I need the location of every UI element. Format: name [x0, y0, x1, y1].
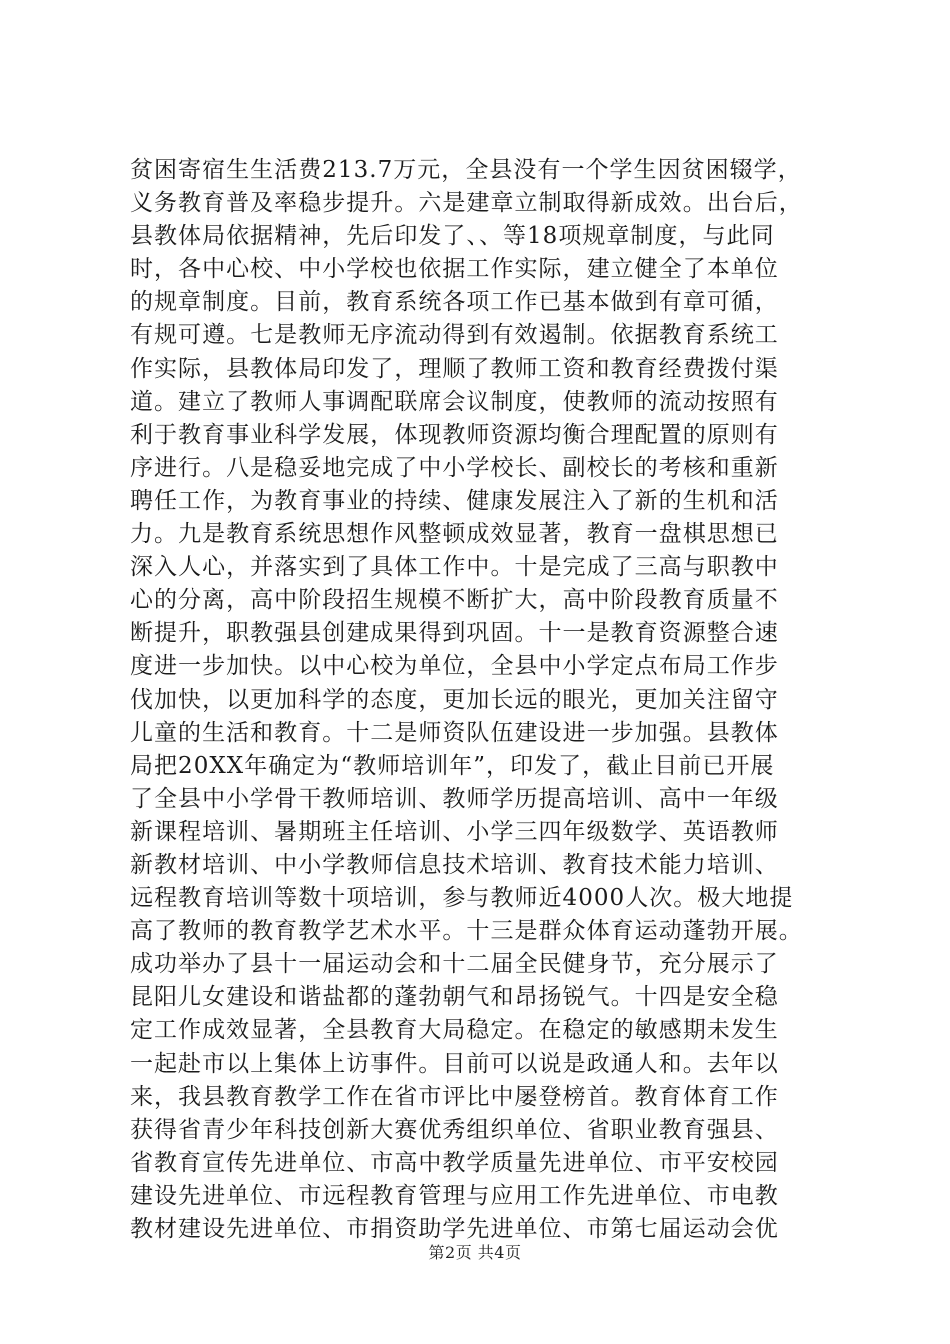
- text-line: 局把20XX年确定为“教师培训年”，印发了，截止目前已开展: [130, 752, 775, 779]
- text-line: 远程教育培训等数十项培训，参与教师近4000人次。极大地提: [130, 885, 794, 912]
- text-line: 断提升，职教强县创建成果得到巩固。十一是教育资源整合速: [130, 620, 779, 647]
- text-line: 省教育宣传先进单位、市高中教学质量先进单位、市平安校园: [130, 1149, 779, 1176]
- text-line: 度进一步加快。以中心校为单位，全县中小学定点布局工作步: [130, 653, 779, 680]
- text-line: 一起赴市以上集体上访事件。目前可以说是政通人和。去年以: [130, 1050, 779, 1077]
- text-line: 力。九是教育系统思想作风整顿成效显著，教育一盘棋思想已: [130, 521, 779, 548]
- text-line: 道。建立了教师人事调配联席会议制度，使教师的流动按照有: [130, 388, 779, 415]
- body-text: [130, 154, 830, 1246]
- text-line: 县教体局依据精神，先后印发了、、等18项规章制度，与此同: [130, 223, 775, 250]
- text-line: 深入人心，并落实到了具体工作中。十是完成了三高与职教中: [130, 554, 779, 581]
- text-line: 时，各中心校、中小学校也依据工作实际，建立健全了本单位: [130, 256, 779, 283]
- text-line: 新课程培训、暑期班主任培训、小学三四年级数学、英语教师: [130, 818, 779, 845]
- text-line: 定工作成效显著，全县教育大局稳定。在稳定的敏感期未发生: [130, 1017, 779, 1044]
- text-line: 了全县中小学骨干教师培训、教师学历提高培训、高中一年级: [130, 785, 779, 812]
- text-line: 心的分离，高中阶段招生规模不断扩大，高中阶段教育质量不: [130, 587, 779, 614]
- text-line: 教材建设先进单位、市捐资助学先进单位、市第七届运动会优: [130, 1216, 779, 1242]
- text-line: 获得省青少年科技创新大赛优秀组织单位、省职业教育强县、: [130, 1116, 779, 1143]
- text-line: 来，我县教育教学工作在省市评比中屡登榜首。教育体育工作: [130, 1083, 779, 1110]
- text-line: 的规章制度。目前，教育系统各项工作已基本做到有章可循，: [130, 289, 779, 316]
- text-line: 有规可遵。七是教师无序流动得到有效遏制。依据教育系统工: [130, 322, 779, 349]
- text-line: 伐加快，以更加科学的态度，更加长远的眼光，更加关注留守: [130, 686, 779, 713]
- text-line: 儿童的生活和教育。十二是师资队伍建设进一步加强。县教体: [130, 719, 779, 746]
- text-line: 作实际，县教体局印发了，理顺了教师工资和教育经费拨付渠: [130, 355, 779, 382]
- text-line: 成功举办了县十一届运动会和十二届全民健身节，充分展示了: [130, 951, 779, 978]
- text-line: 序进行。八是稳妥地完成了中小学校长、副校长的考核和重新: [130, 454, 779, 481]
- text-line: 高了教师的教育教学艺术水平。十三是群众体育运动蓬勃开展。: [130, 918, 803, 945]
- text-line: 新教材培训、中小学教师信息技术培训、教育技术能力培训、: [130, 851, 779, 878]
- text-line: 聘任工作，为教育事业的持续、健康发展注入了新的生机和活: [130, 487, 779, 514]
- text-line: 昆阳儿女建设和谐盐都的蓬勃朝气和昂扬锐气。十四是安全稳: [130, 984, 779, 1011]
- text-line: 利于教育事业科学发展，体现教师资源均衡合理配置的原则有: [130, 421, 779, 448]
- text-line: 义务教育普及率稳步提升。六是建章立制取得新成效。出台后，: [130, 190, 803, 217]
- text-line: 建设先进单位、市远程教育管理与应用工作先进单位、市电教: [130, 1182, 779, 1209]
- text-line: 贫困寄宿生生活费213.7万元，全县没有一个学生因贫困辍学，: [130, 157, 802, 183]
- page-footer: 第2页 共4页: [428, 1243, 522, 1262]
